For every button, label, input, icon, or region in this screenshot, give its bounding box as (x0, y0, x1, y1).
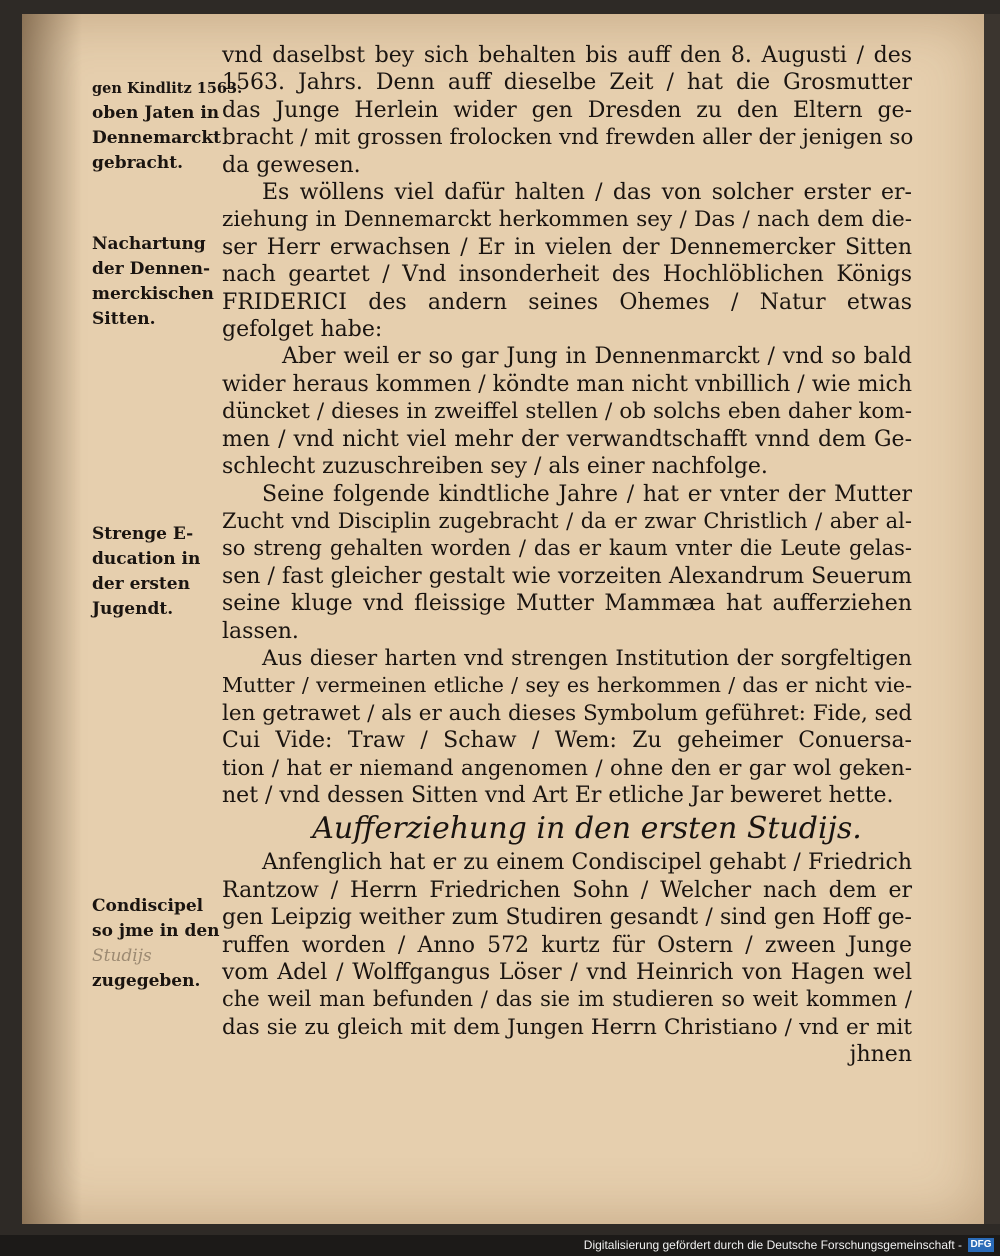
margin-note-line: zugegeben. (92, 971, 201, 991)
text-line: 1563. Jahrs. Denn auff dieselbe Zeit / hat die Grosmutter (222, 70, 912, 96)
margin-note-line: so jme in den (92, 921, 220, 941)
text-line: Rantzow / Herrn Friedrichen Sohn / Welcher nach dem er (222, 877, 912, 903)
text-line: gen Leipzig weither zum Studiren gesandt / sind gen Hoff ge- (222, 905, 912, 931)
text-line: Aus dieser harten vnd strengen Institution der sorgfeltigen (262, 645, 912, 671)
text-line: men / vnd nicht viel mehr der verwandtschafft vnnd dem Ge- (222, 426, 912, 452)
text-line: seine kluge vnd fleissige Mutter Mammæa hat aufferziehen (222, 591, 912, 617)
margin-note-line: oben Jaten in (92, 103, 220, 123)
text-line: vnd daselbst bey sich behalten bis auff den 8. Augusti / des (222, 43, 912, 68)
margin-note-line: Jugendt. (92, 599, 174, 619)
text-line: wider heraus kommen / köndte man nicht vnbillich / wie mich (222, 371, 912, 397)
text-line: sen / fast gleicher gestalt wie vorzeiten Alexandrum Seuerum (222, 563, 912, 589)
margin-note-line: Sitten. (92, 309, 156, 329)
margin-note-line: Studijs (92, 946, 152, 966)
margin-note-line: der ersten (92, 574, 190, 594)
text-line: lassen. (222, 618, 299, 644)
text-line: ruffen worden / Anno 572 kurtz für Ostern / zween Junge (222, 932, 912, 958)
text-line: da gewesen. (222, 152, 361, 178)
margin-note-3 (92, 522, 242, 622)
margin-note-line: Dennemarckt (92, 128, 222, 148)
text-line: vom Adel / Wolffgangus Löser / vnd Heinrich von Hagen wel (222, 960, 912, 985)
catchword: jhnen (849, 1042, 912, 1068)
margin-note-line: Nachartung (92, 234, 206, 254)
margin-note-line: Strenge E- (92, 524, 194, 544)
margin-note-1 (92, 76, 242, 176)
text-line: Zucht vnd Disciplin zugebracht / da er zwar Christlich / aber al- (222, 508, 912, 533)
margin-note-line: der Dennen- (92, 259, 211, 279)
text-line: Es wöllens viel dafür halten / das von solcher erster er- (262, 180, 912, 206)
margin-note-line: Condiscipel (92, 896, 204, 916)
text-line: Mutter / vermeinen etliche / sey es herkommen / das er nicht vie- (222, 673, 912, 698)
margin-note-line: merckischen (92, 284, 214, 304)
text-line: ziehung in Dennemarckt herkommen sey / Das / nach dem die- (222, 207, 912, 233)
margin-note-line: ducation in (92, 549, 201, 569)
margin-note-4 (92, 894, 242, 994)
text-line: Anfenglich hat er zu einem Condiscipel gehabt / Friedrich (262, 850, 912, 876)
text-line: tion / hat er niemand angenomen / ohne den er gar wol geken- (222, 755, 912, 781)
text-line: schlecht zuzuschreiben sey / als einer nachfolge. (222, 454, 768, 480)
text-line: len getrawet / als er auch dieses Symbolum geführet: Fide, sed (222, 700, 913, 726)
dfg-logo: DFG (968, 1238, 994, 1252)
margin-note-line: gen Kindlitz 1563. (92, 80, 243, 97)
text-line: FRIDERICI des andern seines Ohemes / Natur etwas (222, 289, 912, 315)
page-edge (984, 14, 1000, 1224)
margin-note-2 (92, 232, 242, 332)
text-line: düncket / dieses in zweiffel stellen / ob solchs eben daher kom- (222, 399, 912, 425)
text-line: so streng gehalten worden / das er kaum vnter die Leute gelas- (222, 536, 912, 561)
footer-credit: Digitalisierung gefördert durch die Deutsche Forschungsgemeinschaft - (583, 1238, 962, 1252)
text-line: das Junge Herlein wider gen Dresden zu den Eltern ge- (222, 97, 912, 123)
text-line: Aber weil er so gar Jung in Dennenmarckt / vnd so bald (282, 344, 912, 370)
footer-bar (0, 1235, 1000, 1256)
text-line: nach geartet / Vnd insonderheit des Hochlöblichen Königs (222, 262, 912, 288)
section-heading: Aufferziehung in den ersten Studijs. (312, 811, 862, 847)
text-line: bracht / mit grossen frolocken vnd frewden aller der jenigen so (222, 125, 914, 151)
text-line: gefolget habe: (222, 317, 383, 343)
text-line: Seine folgende kindtliche Jahre / hat er vnter der Mutter (262, 481, 912, 507)
text-line: net / vnd dessen Sitten vnd Art Er etliche Jar beweret hette. (222, 782, 894, 808)
text-line: ser Herr erwachsen / Er in vielen der Dennemercker Sitten (222, 234, 912, 260)
text-line: das sie zu gleich mit dem Jungen Herrn Christiano / vnd er mit (222, 1014, 912, 1040)
margin-note-line: gebracht. (92, 153, 184, 173)
text-line: che weil man befunden / das sie im studieren so weit kommen / (222, 987, 912, 1012)
body-text (222, 42, 912, 1069)
text-line: Cui Vide: Traw / Schaw / Wem: Zu geheimer Conuersa- (222, 728, 912, 754)
